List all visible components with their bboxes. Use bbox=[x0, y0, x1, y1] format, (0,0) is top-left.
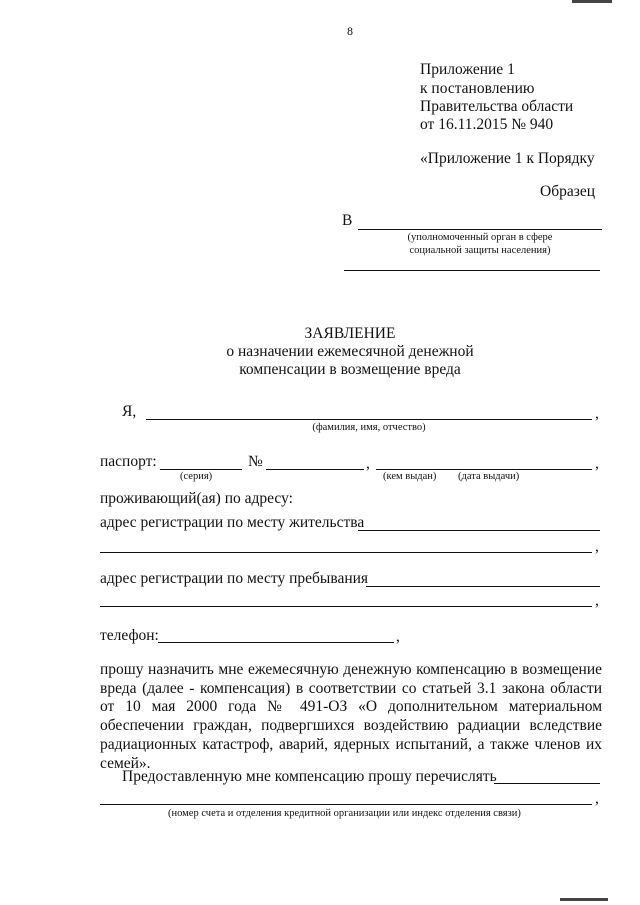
document-title: ЗАЯВЛЕНИЕ bbox=[304, 325, 396, 342]
sample-label: Образец bbox=[540, 183, 596, 200]
phone-field[interactable] bbox=[158, 642, 394, 643]
registration-stay-field-2[interactable] bbox=[100, 606, 592, 607]
passport-issued-field[interactable] bbox=[376, 469, 592, 470]
phone-label: телефон: bbox=[100, 627, 159, 644]
applicant-hint: (фамилия, имя, отчество) bbox=[312, 422, 426, 433]
passport-number-field[interactable] bbox=[266, 469, 364, 470]
scan-mark-top bbox=[572, 0, 612, 3]
appendix-line-2: к постановлению bbox=[420, 80, 535, 97]
title-line-2: о назначении ежемесячной денежной bbox=[226, 343, 474, 360]
phone-comma: , bbox=[396, 628, 400, 645]
addressee-line-1[interactable] bbox=[358, 229, 602, 230]
passport-issued-by-hint: (кем выдан) bbox=[383, 471, 437, 482]
appendix-line-4: от 16.11.2015 № 940 bbox=[420, 116, 554, 133]
page-number: 8 bbox=[347, 24, 353, 38]
passport-comma-2: , bbox=[595, 455, 599, 472]
applicant-prefix: Я, bbox=[122, 403, 137, 420]
transfer-field-2[interactable] bbox=[100, 804, 592, 805]
registration-residence-field-1[interactable] bbox=[358, 530, 600, 531]
registration-residence-field-2[interactable] bbox=[100, 552, 592, 553]
transfer-field-1[interactable] bbox=[494, 783, 600, 784]
appendix-line-3: Правительства области bbox=[420, 98, 574, 115]
appendix-line-1: Приложение 1 bbox=[420, 61, 515, 78]
addressee-line-2[interactable] bbox=[344, 270, 600, 271]
applicant-name-field[interactable] bbox=[146, 419, 592, 420]
registration-residence-comma: , bbox=[595, 538, 599, 555]
title-line-3: компенсации в возмещение вреда bbox=[239, 361, 461, 378]
appendix-procedure: «Приложение 1 к Порядку bbox=[420, 150, 595, 167]
transfer-label: Предоставленную мне компенсацию прошу перечислять bbox=[122, 768, 497, 785]
registration-stay-field-1[interactable] bbox=[366, 586, 600, 587]
residing-label: проживающий(ая) по адресу: bbox=[100, 490, 293, 507]
passport-issue-date-hint: (дата выдачи) bbox=[458, 471, 520, 482]
transfer-hint: (номер счета и отделения кредитной организации или индекс отделения связи) bbox=[168, 808, 521, 819]
addressee-hint-2: социальной защиты населения) bbox=[409, 245, 551, 256]
registration-stay-comma: , bbox=[595, 592, 599, 609]
passport-series-hint: (серия) bbox=[180, 471, 213, 482]
registration-residence-label: адрес регистрации по месту жительства bbox=[100, 514, 365, 531]
passport-series-field[interactable] bbox=[160, 469, 242, 470]
transfer-comma: , bbox=[595, 790, 599, 807]
scan-mark-bottom bbox=[560, 898, 608, 901]
passport-label: паспорт: bbox=[100, 453, 157, 470]
applicant-comma: , bbox=[595, 405, 599, 422]
passport-comma-1: , bbox=[366, 455, 370, 472]
request-text: прошу назначить мне ежемесячную денежную компенсацию в возмещение вреда (далее - компенсация) в соответствии со статьей 3.1 закона области от 10 мая 2000 года № 491-ОЗ «О дополнительном материальном обеспечении граждан, подвергшихся воздействию радиации вследствие радиационных катастроф, аварий, ядерных испытаний, а также членов их семей». bbox=[100, 661, 602, 772]
registration-stay-label: адрес регистрации по месту пребывания bbox=[100, 570, 369, 587]
addressee-hint-1: (уполномоченный орган в сфере bbox=[407, 232, 553, 243]
passport-number-sign: № bbox=[248, 453, 263, 470]
addressee-prefix: В bbox=[342, 212, 353, 229]
